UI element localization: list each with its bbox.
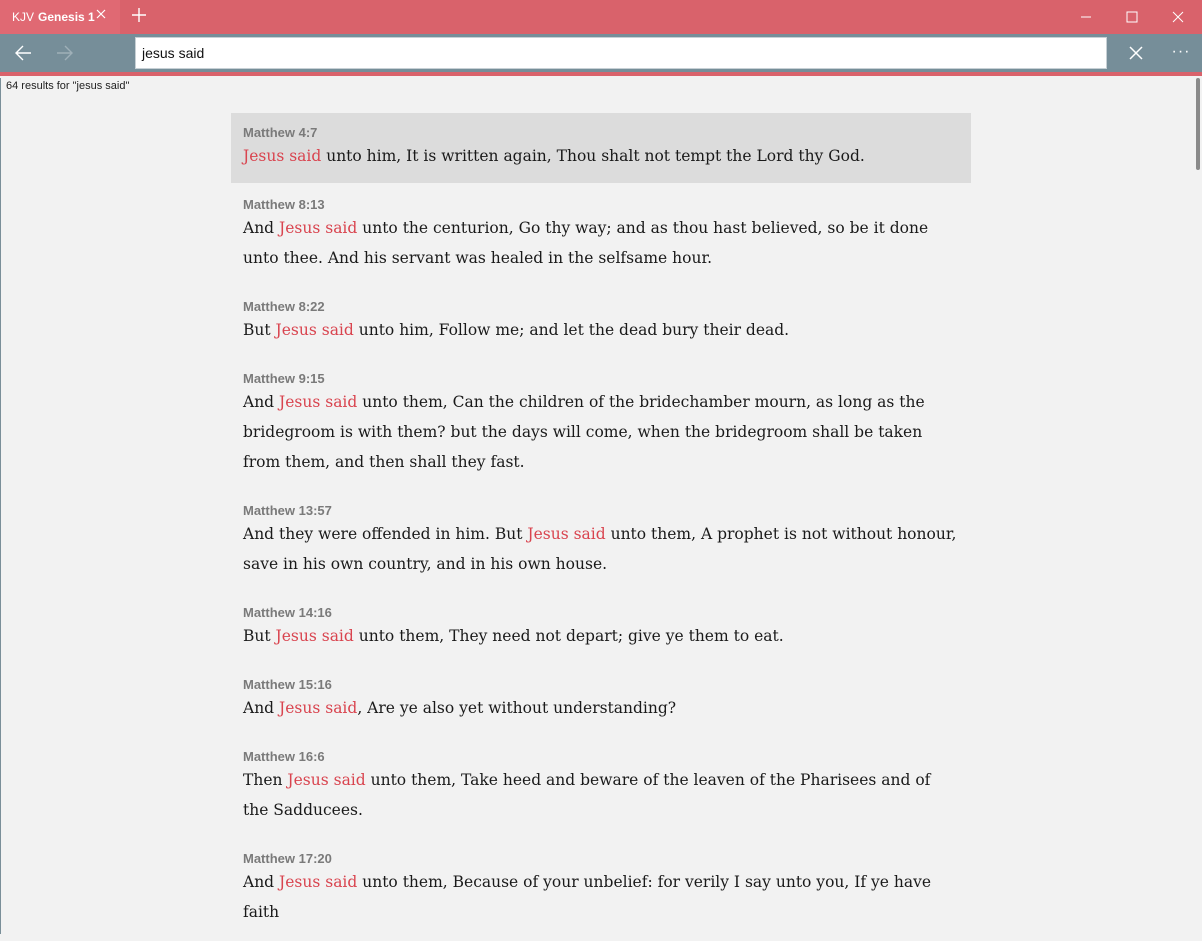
more-options-button[interactable]: ···	[1171, 43, 1191, 60]
search-match: Jesus said	[287, 771, 366, 789]
maximize-button[interactable]	[1109, 0, 1155, 34]
search-match: Jesus said	[243, 147, 322, 165]
search-input[interactable]: jesus said	[135, 37, 1107, 69]
search-match: Jesus said	[279, 873, 358, 891]
verse-reference: Matthew 9:15	[243, 371, 325, 386]
verse-text: And Jesus said unto the centurion, Go thy way; and as thou hast believed, so be it done unto thee. And his servant was healed in the selfsame hour.	[243, 219, 929, 267]
list-item[interactable]	[231, 839, 971, 939]
verse-text: And Jesus said, Are ye also yet without understanding?	[243, 699, 677, 717]
new-tab-button[interactable]	[128, 4, 150, 28]
search-match: Jesus said	[275, 627, 354, 645]
minimize-icon	[1080, 11, 1092, 23]
search-match: Jesus said	[279, 219, 358, 237]
window-edge	[0, 78, 1, 934]
close-icon	[1172, 11, 1184, 23]
list-item[interactable]	[231, 359, 971, 489]
list-item[interactable]	[231, 665, 971, 735]
verse-reference: Matthew 13:57	[243, 503, 332, 518]
search-match: Jesus said	[275, 321, 354, 339]
search-match: Jesus said	[279, 699, 358, 717]
close-icon	[1129, 46, 1143, 60]
clear-search-button[interactable]	[1124, 41, 1148, 65]
verse-text: But Jesus said unto him, Follow me; and let the dead bury their dead.	[243, 321, 790, 339]
list-item[interactable]	[231, 737, 971, 837]
minimize-button[interactable]	[1063, 0, 1109, 34]
scrollbar[interactable]	[1196, 78, 1200, 170]
close-window-button[interactable]	[1155, 0, 1201, 34]
plus-icon	[131, 7, 147, 23]
tab-title	[12, 10, 95, 24]
verse-reference: Matthew 16:6	[243, 749, 325, 764]
list-item[interactable]	[231, 185, 971, 285]
verse-text: And Jesus said unto them, Because of your unbelief: for verily I say unto you, If ye have faith	[243, 873, 932, 921]
list-item[interactable]	[231, 113, 971, 183]
verse-reference: Matthew 8:13	[243, 197, 325, 212]
verse-text: And they were offended in him. But Jesus said unto them, A prophet is not without honour, save in his own country, and in his own house.	[243, 525, 957, 573]
forward-button[interactable]	[50, 38, 80, 68]
tab-genesis[interactable]	[0, 0, 120, 34]
verse-text: Jesus said unto him, It is written again, Thou shalt not tempt the Lord thy God.	[243, 147, 865, 165]
arrow-left-icon	[14, 45, 32, 61]
verse-reference: Matthew 4:7	[243, 125, 318, 140]
result-count: 64 results for "jesus said"	[6, 80, 130, 92]
results-list	[231, 113, 971, 941]
verse-text: But Jesus said unto them, They need not depart; give ye them to eat.	[243, 627, 784, 645]
title-bar	[0, 0, 1202, 34]
maximize-icon	[1126, 11, 1138, 23]
verse-text: Then Jesus said unto them, Take heed and beware of the leaven of the Pharisees and of the Sadducees.	[243, 771, 931, 819]
verse-reference: Matthew 14:16	[243, 605, 332, 620]
tab-book: Genesis 1	[38, 10, 95, 24]
list-item[interactable]	[231, 491, 971, 591]
verse-reference: Matthew 8:22	[243, 299, 325, 314]
search-match: Jesus said	[279, 393, 358, 411]
verse-reference: Matthew 17:20	[243, 851, 332, 866]
arrow-right-icon	[56, 45, 74, 61]
list-item[interactable]	[231, 593, 971, 663]
verse-reference: Matthew 15:16	[243, 677, 332, 692]
tab-close-icon[interactable]	[95, 7, 107, 24]
back-button[interactable]	[8, 38, 38, 68]
toolbar	[0, 34, 1202, 72]
accent-divider	[0, 72, 1202, 76]
list-item[interactable]	[231, 287, 971, 357]
search-match: Jesus said	[527, 525, 606, 543]
verse-text: And Jesus said unto them, Can the children of the bridechamber mourn, as long as the bridegroom is with them? but the days will come, when the bridegroom shall be taken from them, and then shall they fast.	[243, 393, 925, 471]
tab-translation: KJV	[12, 10, 35, 24]
